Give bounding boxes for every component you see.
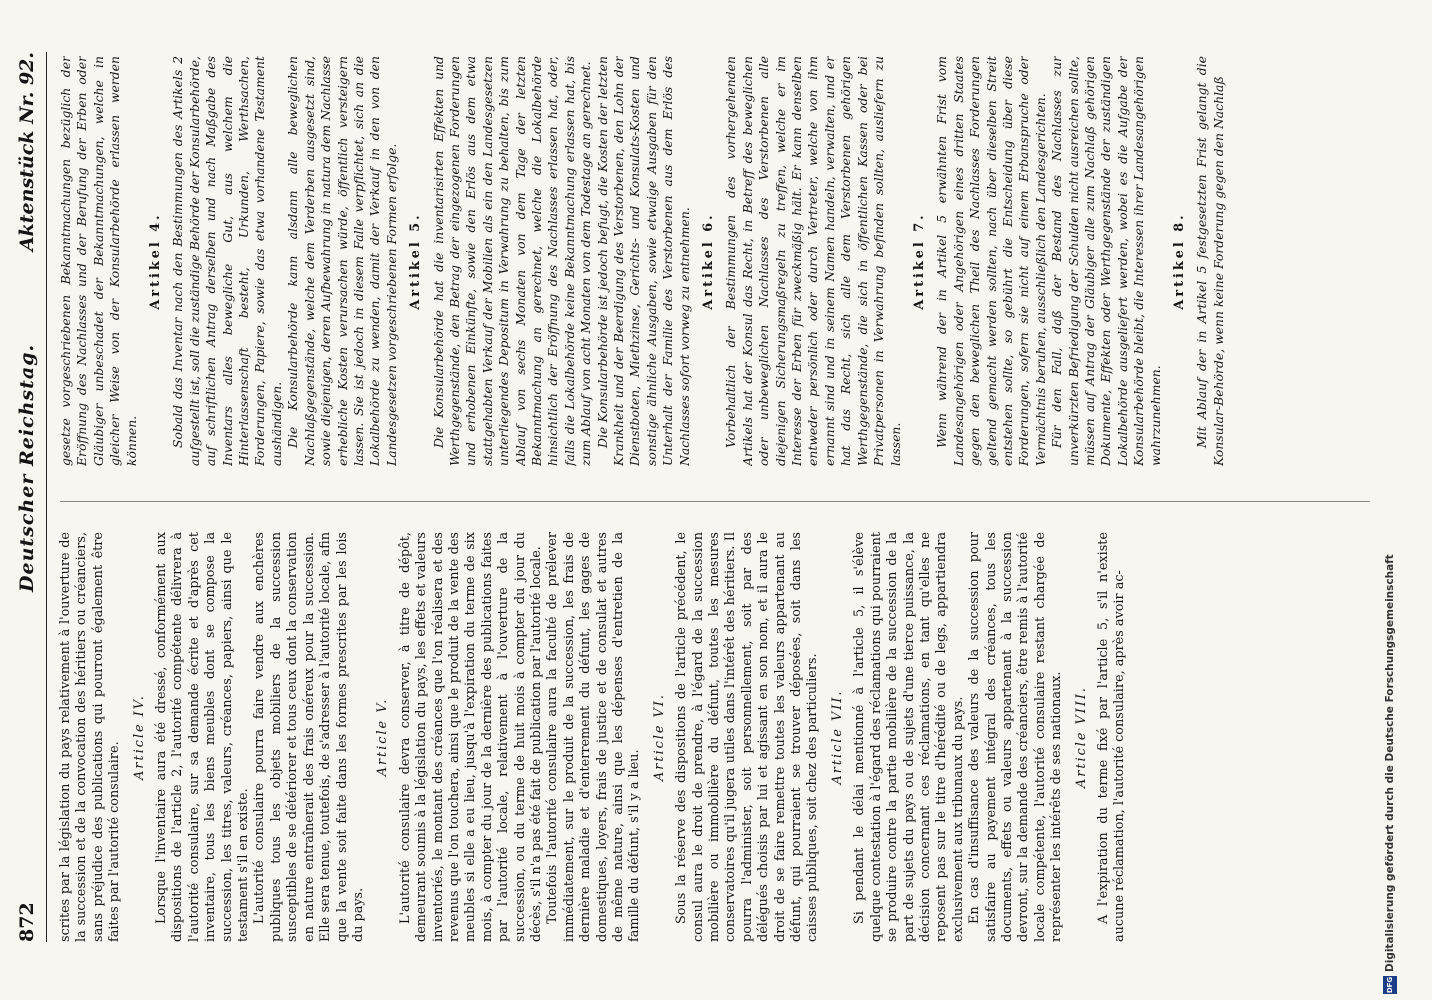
german-article-5-para-2: Die Konsularbehörde ist jedoch befugt, die Kosten der letzten Krankheit und der Beerdigung des Verstorbenen, den Lohn der Dienstboten, Miethzinse, Gerichts- und Konsulats-Kosten und sonstige ähnliche Ausgaben, sowie etwaige Ausgaben für den Unterhalt der Familie des Verstorbenen aus dem Erlös des Nachlasses sofort vorweg zu entnehmen. [594, 56, 692, 466]
french-article-5-para-1: L'autorité consulaire devra conserver, à titre de dépôt, demeurant soumis à la législation du pays, les effets et valeurs inventoriés, le montant des créances que l'on réalisera et des revenus que l'on touchera, ainsi que le produit de la vente des meubles si elle a eu lieu, jusqu'à l'expiration du terme de six mois, à compter du jour de la dernière des publications faites par l'autorité locale, relativement à l'ouverture de la succession, ou du terme de huit mois à compter du jour du décès, s'il n'a pas été fait de publication par l'autorité locale. [397, 532, 544, 942]
french-article-4-para-1: Lorsque l'inventaire aura été dressé, conformément aux dispositions de l'article 2, l'autorité compétente délivrera à l'autorité consulaire, sur sa demande écrite et d'après cet inventaire, tous les biens meubles dont se compose la succession, les titres, valeurs, créances, papiers, ainsi que le testament s'il en existe. [154, 532, 252, 942]
french-article-4-para-2: L'autorité consulaire pourra faire vendre aux enchères publiques tous les objets mobiliers de la succession susceptibles de se détériorer et tous ceux dont la conservation en nature entraînerait des frais onéreux pour la succession. Elle sera tenue, toutefois, de s'adresser à l'autorité locale, afin que la vente soit faite dans les formes prescrites par les lois du pays. [252, 532, 366, 942]
german-article-6-title: Artikel 6. [701, 212, 717, 310]
german-article-5-title: Artikel 5. [408, 212, 424, 310]
german-article-7-para-2: Für den Fall, daß der Bestand des Nachlasses zur unverkürzten Befriedigung der Schulden nicht ausreichen sollte, müssen auf Antrag der Gläubiger alle zum Nachlaß gehörigen Dokumente, Effekten oder Werthgegenstände der zuständigen Lokalbehörde ausgeliefert werden, wobei es die Aufgabe der Konsularbehörde bleibt, die Interessen ihrer Landesangehörigen wahrzunehmen. [1049, 56, 1163, 466]
document-reference: Aktenstück Nr. 92. [16, 52, 38, 252]
german-article-7-title: Artikel 7. [911, 212, 927, 310]
page-title: Deutscher Reichstag. [16, 343, 38, 592]
german-article-4-para-2: Die Konsularbehörde kann alsdann alle beweglichen Nachlaßgegenstände, welche dem Verderben ausgesetzt sind, sowie diejenigen, deren Aufbewahrung in natura dem Nachlasse erhebliche Kosten verursachen würde, öffentlich versteigern lassen. Sie ist jedoch in diesem Falle verpflichtet, sich an die Lokalbehörde zu wenden, damit der Verkauf in den von den Landesgesetzen vorgeschriebenen Formen erfolge. [285, 56, 399, 466]
french-article-6-para-1: Sous la réserve des dispositions de l'article précédent, le consul aura le droit de prendre, à l'égard de la succession mobilière ou immobilière du défunt, toutes les mesures conservatoires qu'il jugera utiles dans l'intérêt des héritiers. Il pourra l'administer, soit personnellement, soit par des délégués choisis par lui et agissant en son nom, et il aura le droit de se faire remettre toutes les valeurs appartenant au défunt, qui pourraient se trouver déposées, soit dans les caisses publiques, soit chez des particuliers. [674, 532, 821, 942]
german-article-7-para-1: Wenn während der in Artikel 5 erwähnten Frist vom Landesangehörigen oder Angehörigen eines dritten Staates gegen den beweglichen Theil des Nachlasses Forderungen geltend gemacht werden sollten, nach über dieselben Streit entstehen sollte, so gebührt die Entscheidung über diese Forderungen, sofern sie nicht auf einem Erbanspruche oder Vermächtnis beruhen, ausschließlich den Landesgerichten. [934, 56, 1048, 466]
french-article-6-title: Article VI. [651, 693, 667, 781]
french-article-8-title: Article VIII. [1073, 686, 1089, 788]
german-article-6-para-1: Vorbehaltlich der Bestimmungen des vorhergehenden Artikels hat der Konsul das Recht, in Betreff des beweglichen oder unbeweglichen Nachlasses des Verstorbenen alle diejenigen Sicherungsmaßregeln zu treffen, welche er im Interesse der Erben für zweckmäßig hält. Er kann denselben entweder persönlich oder durch Vertreter, welche von ihm ernannt sind und in seinem Namen handeln, verwalten, und er hat das Recht, sich alle dem Verstorbenen gehörigen Werthgegenstände, die sich in öffentlichen Kassen oder bei Privatpersonen in Verwahrung befinden sollten, ausliefern zu lassen. [723, 56, 903, 466]
column-divider [60, 501, 1370, 502]
french-article-7-title: Article VII. [829, 689, 845, 785]
page-number: 872 [16, 902, 38, 942]
french-intro: scrites par la législation du pays relativement à l'ouverture de la succession et de la convocation des héritiers ou créanciers, sans préjudice des publications qui pourront également être faites par l'autorité consulaire. [58, 532, 123, 942]
dfg-logo: DFG [1383, 976, 1397, 994]
german-article-8-title: Artikel 8. [1172, 212, 1187, 310]
page-header [12, 52, 47, 942]
french-article-8-para-1: A l'expiration du terme fixé par l'article 5, s'il n'existe aucune réclamation, l'autorité consulaire, après avoir ac- [1095, 532, 1128, 942]
german-intro: gesetze vorgeschriebenen Bekanntmachungen bezüglich der Eröffnung des Nachlasses und der Berufung der Erben oder Gläubiger unbeschadet der Bekanntmachungen, welche in gleicher Weise von der Konsularbehörde erlassen werden können. [58, 56, 139, 466]
german-article-4-para-1: Sobald das Inventar nach den Bestimmungen des Artikels 2 aufgestellt ist, soll die zuständige Behörde der Konsularbehörde, auf schriftlichen Antrag derselben und nach Maßgabe des Inventars alles bewegliche Gut, aus welchem die Hinterlassenschaft besteht, Urkunden, Werthsachen, Forderungen, Papiere, sowie das etwa vorhandene Testament aushändigen. [170, 56, 284, 466]
french-article-7-para-2: En cas d'insuffisance des valeurs de la succession pour satisfaire au payement intégral des créances, tous les documents, effets ou valeurs appartenant à la succession devront, sur la demande des créanciers, être remis à l'autorité locale compétente, l'autorité consulaire restant chargée de représenter les intérêts de ses nationaux. [967, 532, 1065, 942]
german-column [58, 56, 1378, 466]
french-column [58, 532, 1378, 942]
french-article-5-para-2: Toutefois l'autorité consulaire aura la faculté de prélever immédiatement, sur le produit de la succession, les frais de dernière maladie et d'enterrement du défunt, les gages de domestiques, loyers, frais de justice et de consulat et autres de même nature, ainsi que les dépenses d'entretien de la famille du défunt, s'il y a lieu. [545, 532, 643, 942]
german-article-4-title: Artikel 4. [148, 212, 164, 310]
french-article-7-para-1: Si pendant le délai mentionné à l'article 5, il s'élève quelque contestation à l'égard des réclamations qui pourraient se produire contre la partie mobilière de la succession de la part de sujets du pays ou de sujets d'une tierce puissance, la décision concernant ces réclamations, en tant qu'elles ne reposent pas sur le titre d'hérédité ou de legs, appartiendra exclusivement aux tribunaux du pays. [852, 532, 966, 942]
french-article-4-title: Article IV. [131, 694, 147, 780]
french-article-5-title: Article V. [375, 697, 391, 777]
german-article-8-para-1: Mit Ablauf der in Artikel 5 festgesetzten Frist gelangt die Konsular-Behörde, wenn keine Forderung gegen den Nachlaß [1194, 56, 1226, 466]
credit-text: Digitalisierung gefördert durch die Deutsche Forschungsgemeinschaft [1384, 554, 1396, 972]
german-article-5-para-1: Die Konsularbehörde hat die inventarisirten Effekten und Werthgegenstände, den Betrag der eingezogenen Forderungen und erhobenen Einkünfte, sowie den Erlös aus dem etwa stattgehabten Verkauf der Mobilien als ein den Landesgesetzen unterliegendes Depositum in Verwahrung zu behalten, bis zum Ablauf von sechs Monaten von dem Tage der letzten Bekanntmachung an gerechnet, welche die Lokalbehörde hinsichtlich der Eröffnung des Nachlasses erlassen hat, oder, falls die Lokalbehörde keine Bekanntmachung erlassen hat, bis zum Ablauf von acht Monaten von dem Todestage an gerechnet. [430, 56, 594, 466]
digitization-credit [1380, 0, 1402, 1000]
